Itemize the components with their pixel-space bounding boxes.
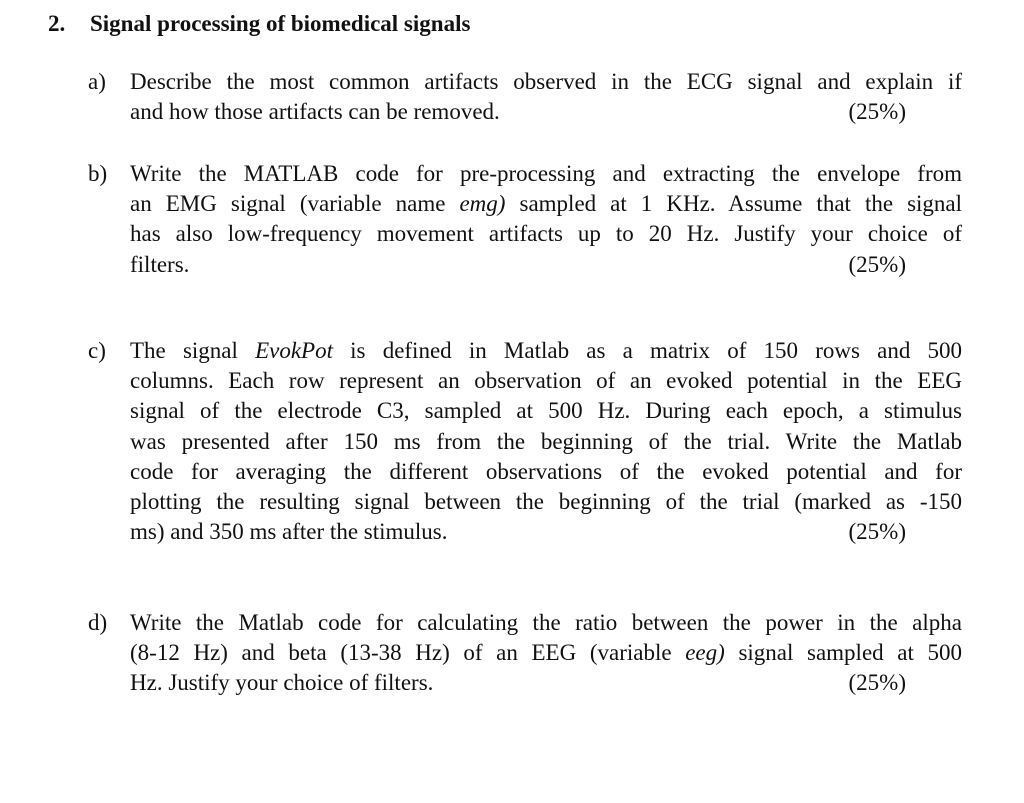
text-span: sampled at 1 KHz. Assume that the signal	[519, 191, 963, 217]
question-letter: d)	[88, 610, 108, 635]
text-line: Hz. Justify your choice of filters.	[130, 670, 434, 696]
section-number: 2.	[48, 11, 66, 36]
question-letter: a)	[88, 69, 106, 94]
text-span: (8-12 Hz) and beta (13-38 Hz) of an EEG (variable	[130, 640, 672, 666]
weight-label: (25%)	[848, 99, 906, 125]
variable-name: eeg)	[685, 640, 725, 666]
section-title: Signal processing of biomedical signals	[90, 11, 471, 36]
text-line: has also low-frequency movement artifacts up to 20 Hz. Justify your choice of	[130, 221, 962, 247]
text-line	[130, 336, 962, 366]
text-span: signal sampled at 500	[738, 640, 963, 666]
question-text	[130, 608, 962, 699]
text-line: filters.	[130, 251, 190, 277]
text-line	[130, 638, 962, 668]
text-line: Write the Matlab code for calculating the ratio between the power in the alpha	[130, 610, 962, 635]
text-line: code for averaging the different observations of the evoked potential and for	[130, 458, 962, 484]
weight-label: (25%)	[848, 670, 906, 696]
text-line: signal of the electrode C3, sampled at 500 Hz. During each epoch, a stimulus	[130, 398, 962, 424]
text-span: an EMG signal (variable name	[130, 191, 446, 217]
question-text	[130, 159, 962, 280]
weight-label: (25%)	[848, 251, 906, 277]
weight-label: (25%)	[848, 519, 906, 545]
question-letter: c)	[88, 338, 106, 363]
question-d	[88, 608, 962, 699]
question-text	[130, 336, 962, 547]
text-line-last	[130, 250, 962, 280]
text-line: plotting the resulting signal between the beginning of the trial (marked as -150	[130, 489, 962, 515]
question-b	[88, 159, 962, 280]
text-line: columns. Each row represent an observation of an evoked potential in the EEG	[130, 368, 962, 394]
text-line: was presented after 150 ms from the beginning of the trial. Write the Matlab	[130, 428, 962, 454]
variable-name: emg)	[459, 191, 506, 217]
text-line-last	[130, 668, 962, 698]
text-line: Describe the most common artifacts observed in the ECG signal and explain if	[130, 69, 962, 94]
text-line: Write the MATLAB code for pre-processing and extracting the envelope from	[130, 161, 962, 186]
question-a	[88, 67, 962, 127]
text-line: and how those artifacts can be removed.	[130, 99, 500, 125]
text-line: ms) and 350 ms after the stimulus.	[130, 519, 448, 545]
variable-name: EvokPot	[255, 338, 333, 363]
text-span: The signal	[130, 338, 238, 363]
text-line-last	[130, 97, 962, 127]
section-heading	[48, 8, 470, 40]
question-text	[130, 67, 962, 127]
question-letter: b)	[88, 161, 108, 186]
text-line	[130, 189, 962, 219]
question-c	[88, 336, 962, 547]
text-line-last	[130, 517, 962, 547]
text-span: is defined in Matlab as a matrix of 150 rows and 500	[350, 338, 963, 363]
